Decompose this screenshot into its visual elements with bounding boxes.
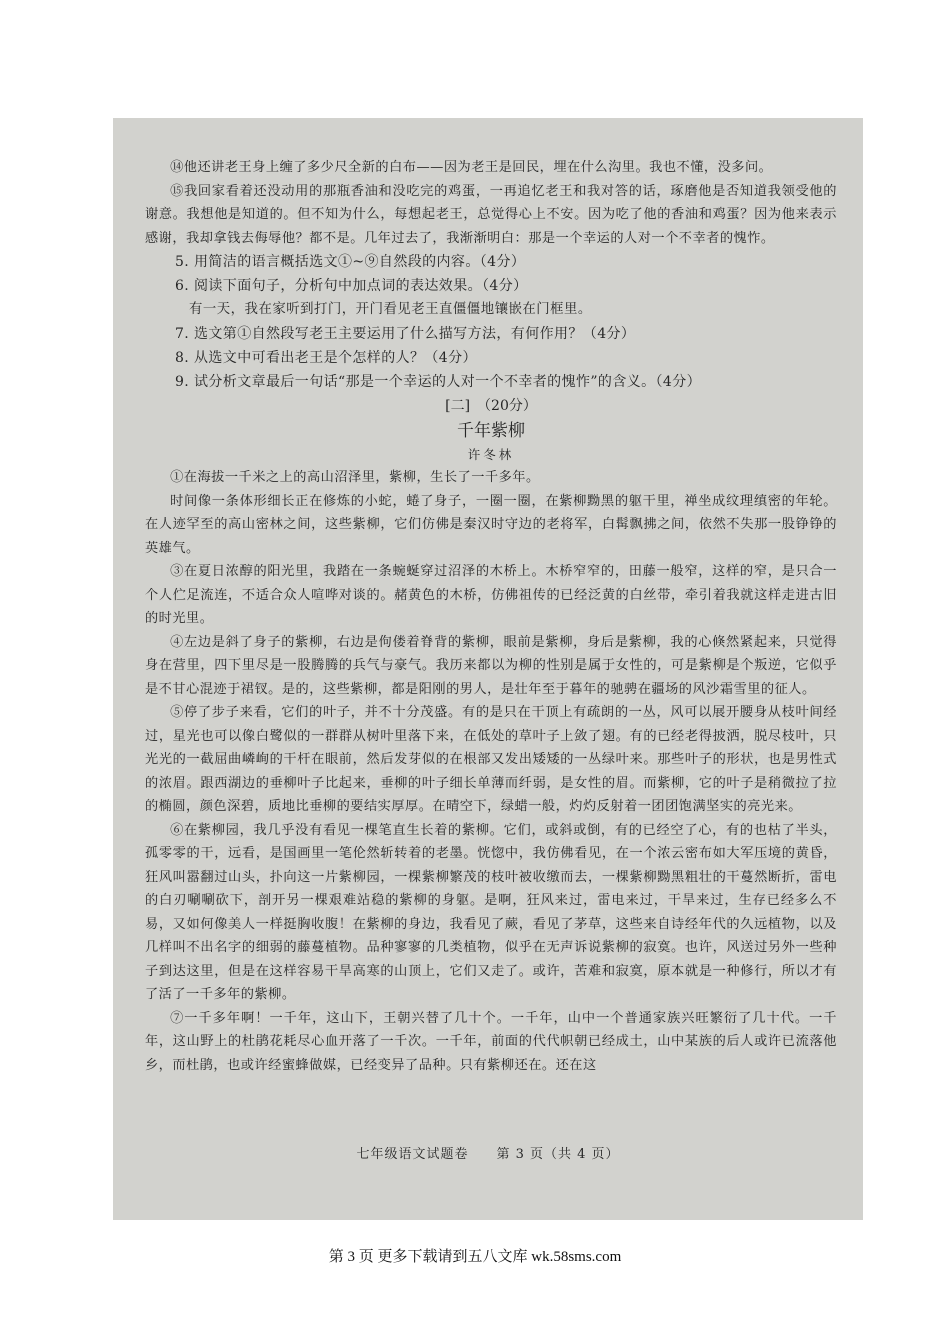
- question-5: 5. 用简洁的语言概括选文①~⑨自然段的内容。（4分）: [175, 254, 526, 270]
- passage-author: 许冬林: [467, 447, 515, 462]
- passage-paragraph-7: ⑦一千多年啊！一千年，这山下，王朝兴替了几十个。一千年，山中一个普通家族兴旺繁衍了几十代。一千年，这山野上的杜鹃花耗尽心血开落了一千次。一千年，前面的代代帜朝已经成土，山中某族的后人或许已流落他乡，而杜鹃，也或许经蜜蜂做媒，已经变异了品种。只有紫柳还在。还在这: [145, 1010, 837, 1073]
- scanned-exam-page: [113, 118, 863, 1220]
- section-heading: [二] （20分）: [445, 398, 537, 414]
- question-6-sentence: 有一天，我在家听到打门，开门看见老王直僵僵地镶嵌在门框里。: [189, 302, 592, 317]
- question-9: 9. 试分析文章最后一句话“那是一个幸运的人对一个不幸者的愧怍”的含义。（4分）: [175, 374, 702, 390]
- passage-paragraph-1: ①在海拔一千米之上的高山沼泽里，紫柳，生长了一千多年。: [170, 470, 540, 485]
- passage-body: [145, 466, 837, 1077]
- passage-paragraph-15: ⑮我回家看着还没动用的那瓶香油和没吃完的鸡蛋，一再追忆老王和我对答的话，琢磨他是否知道我领受他的谢意。我想他是知道的。但不知为什么，每想起老王，总觉得心上不安。因为吃了他的香油和鸡蛋？因为他来表示感谢，我却拿钱去侮辱他？都不是。几年过去了，我渐渐明白：那是一个幸运的人对一个不幸者的愧怍。: [145, 183, 837, 246]
- exam-page-footer: 七年级语文试题卷 第 3 页（共 4 页）: [356, 1147, 620, 1162]
- passage-title: 千年紫柳: [457, 421, 525, 441]
- passage-paragraph-14: ⑭他还讲老王身上缠了多少尺全新的白布——因为老王是回民，埋在什么沟里。我也不懂，没多问。: [170, 160, 773, 175]
- question-6: 6. 阅读下面句子，分析句中加点词的表达效果。（4分）: [175, 278, 528, 294]
- passage-paragraph-6: ⑥在紫柳园，我几乎没有看见一棵笔直生长着的紫柳。它们，或斜或倒，有的已经空了心，有的也枯了半头，孤零零的干，远看，是国画里一笔伦然斩转着的老墨。恍惚中，我仿佛看见，在一个浓云密布如大军压境的黄昏，狂风叫嚣翻过山头，扑向这一片紫柳园，一棵紫柳繁茂的枝叶被收缴而去，一棵紫柳黝黑粗壮的干蔓然断折，雷电的白刃唰唰砍下，剖开另一棵艰难站稳的紫柳的身躯。是啊，狂风来过，雷电来过，干旱来过，生存已经多么不易，又如何像美人一样挺胸收腹！在紫柳的身边，我看见了蕨，看见了茅草，这些来自诗经年代的久远植物，以及几样叫不出名字的细弱的藤蔓植物。品种寥寥的几类植物，似乎在无声诉说紫柳的寂寞。也许，风送过另外一些种子到达这里，但是在这样容易干旱高寒的山顶上，它们又走了。或许，苦难和寂寞，原本就是一种修行，所以才有了活了一千多年的紫柳。: [145, 822, 837, 1002]
- question-list: [145, 250, 837, 394]
- passage-paragraph-2: 时间像一条体形细长正在修炼的小蛇，蜷了身子，一圈一圈，在紫柳黝黑的躯干里，禅坐成纹理缜密的年轮。在人迹罕至的高山密林之间，这些紫柳，它们仿佛是秦汉时守边的老将军，白髯飘拂之间，依然不失那一股铮铮的英雄气。: [145, 493, 837, 556]
- document-page-footer: 第 3 页 更多下载请到五八文库 wk.58sms.com: [328, 1249, 622, 1265]
- question-7: 7. 选文第①自然段写老王主要运用了什么描写方法，有何作用？（4分）: [175, 326, 636, 342]
- question-8: 8. 从选文中可看出老王是个怎样的人？（4分）: [175, 350, 477, 366]
- passage-paragraph-5: ⑤停了步子来看，它们的叶子，并不十分茂盛。有的是只在干顶上有疏朗的一丛，风可以展开腰身从枝叶间经过，星光也可以像白鹭似的一群群从树叶里落下来，在低处的草叶子上敛了翅。有的已经老得披洒，脱尽枝叶，只光光的一截屈曲嶙峋的干杆在眼前，然后发芽似的在根部又发出矮矮的一丛绿叶来。那些叶子的形状，也是男性式的浓眉。跟西湖边的垂柳叶子比起来，垂柳的叶子细长单薄而纤弱，是女性的眉。而紫柳，它的叶子是稍微拉了拉的椭圆，颜色深碧，质地比垂柳的要结实厚厚。在晴空下，绿蜡一般，灼灼反射着一团团饱满坚实的亮光来。: [145, 705, 837, 814]
- passage-paragraph-4: ④左边是斜了身子的紫柳，右边是佝偻着脊背的紫柳，眼前是紫柳，身后是紫柳，我的心倏然紧起来，只觉得身在营里，四下里尽是一股腾腾的兵气与豪气。我历来都以为柳的性别是属于女性的，可是紫柳是个叛逆，它似乎是不甘心混迹于裙钗。是的，这些紫柳，都是阳刚的男人，是壮年至于暮年的驰骋在疆场的风沙霜雪里的征人。: [145, 634, 837, 697]
- passage-paragraph-3: ③在夏日浓醇的阳光里，我踏在一条蜿蜒穿过沼泽的木桥上。木桥窄窄的，田藤一般窄，这样的窄，是只合一个人伫足流连，不适合众人喧哗对谈的。赭黄色的木桥，仿佛祖传的已经泛黄的白丝带，牵引着我就这样走进古旧的时光里。: [145, 564, 837, 626]
